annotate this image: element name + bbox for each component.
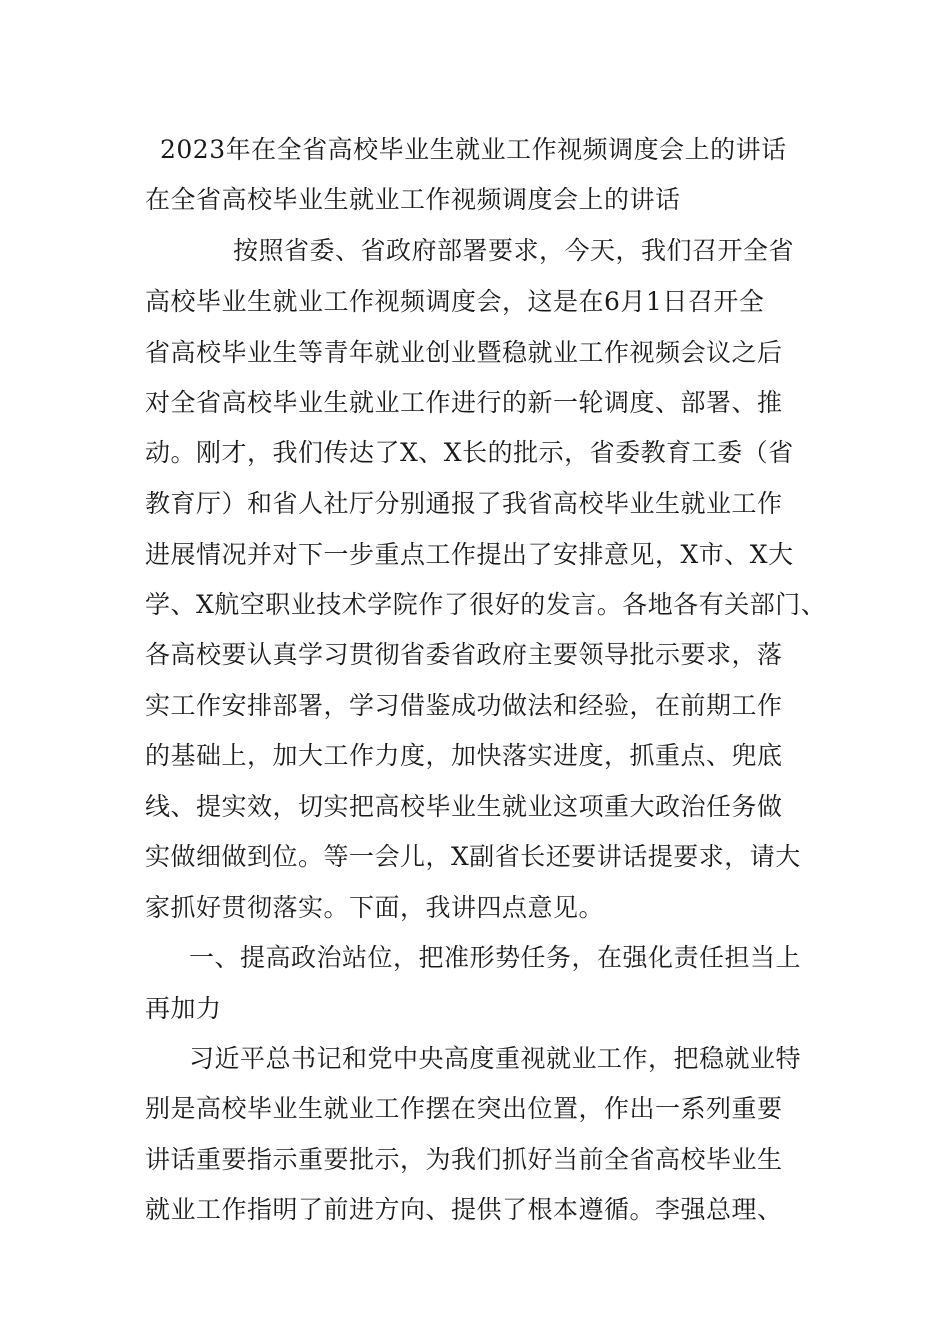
paragraph-line: 讲话重要指示重要批示，为我们抓好当前全省高校毕业生 [145, 1145, 783, 1174]
paragraph-line: 动。刚才，我们传达了X、X长的批示，省委教育工委（省 [145, 438, 794, 467]
paragraph-line: 的基础上，加大工作力度，加快落实进度，抓重点、兜底 [145, 741, 783, 770]
heading-line: 一、提高政治站位，把准形势任务，在强化责任担当上 [189, 943, 802, 972]
paragraph-line: 别是高校毕业生就业工作摆在突出位置，作出一系列重要 [145, 1094, 783, 1123]
paragraph-line: 对全省高校毕业生就业工作进行的新一轮调度、部署、推 [145, 388, 783, 417]
paragraph-line: 线、提实效，切实把高校毕业生就业这项重大政治任务做 [145, 792, 783, 821]
paragraph-line: 实工作安排部署，学习借鉴成功做法和经验，在前期工作 [145, 691, 783, 720]
document-subtitle: 在全省高校毕业生就业工作视频调度会上的讲话 [145, 185, 681, 214]
document-title: 2023年在全省高校毕业生就业工作视频调度会上的讲话 [160, 135, 787, 164]
paragraph-line: 实做细做到位。等一会儿，X副省长还要讲话提要求，请大 [145, 842, 801, 871]
paragraph-line: 按照省委、省政府部署要求，今天，我们召开全省 [233, 236, 795, 265]
paragraph-line: 家抓好贯彻落实。下面，我讲四点意见。 [145, 893, 605, 922]
heading-line: 再加力 [145, 994, 222, 1023]
paragraph-line: 就业工作指明了前进方向、提供了根本遵循。李强总理、 [145, 1195, 783, 1224]
paragraph-line: 习近平总书记和党中央高度重视就业工作，把稳就业特 [189, 1044, 802, 1073]
paragraph-line: 高校毕业生就业工作视频调度会，这是在6月1日召开全 [145, 287, 765, 316]
paragraph-line: 省高校毕业生等青年就业创业暨稳就业工作视频会议之后 [145, 338, 783, 367]
paragraph-line: 学、X航空职业技术学院作了很好的发言。各地各有关部门、 [145, 590, 827, 619]
paragraph-line: 进展情况并对下一步重点工作提出了安排意见，X市、X大 [145, 540, 794, 569]
paragraph-line: 教育厅）和省人社厅分别通报了我省高校毕业生就业工作 [145, 489, 783, 518]
paragraph-line: 各高校要认真学习贯彻省委省政府主要领导批示要求，落 [145, 640, 783, 669]
